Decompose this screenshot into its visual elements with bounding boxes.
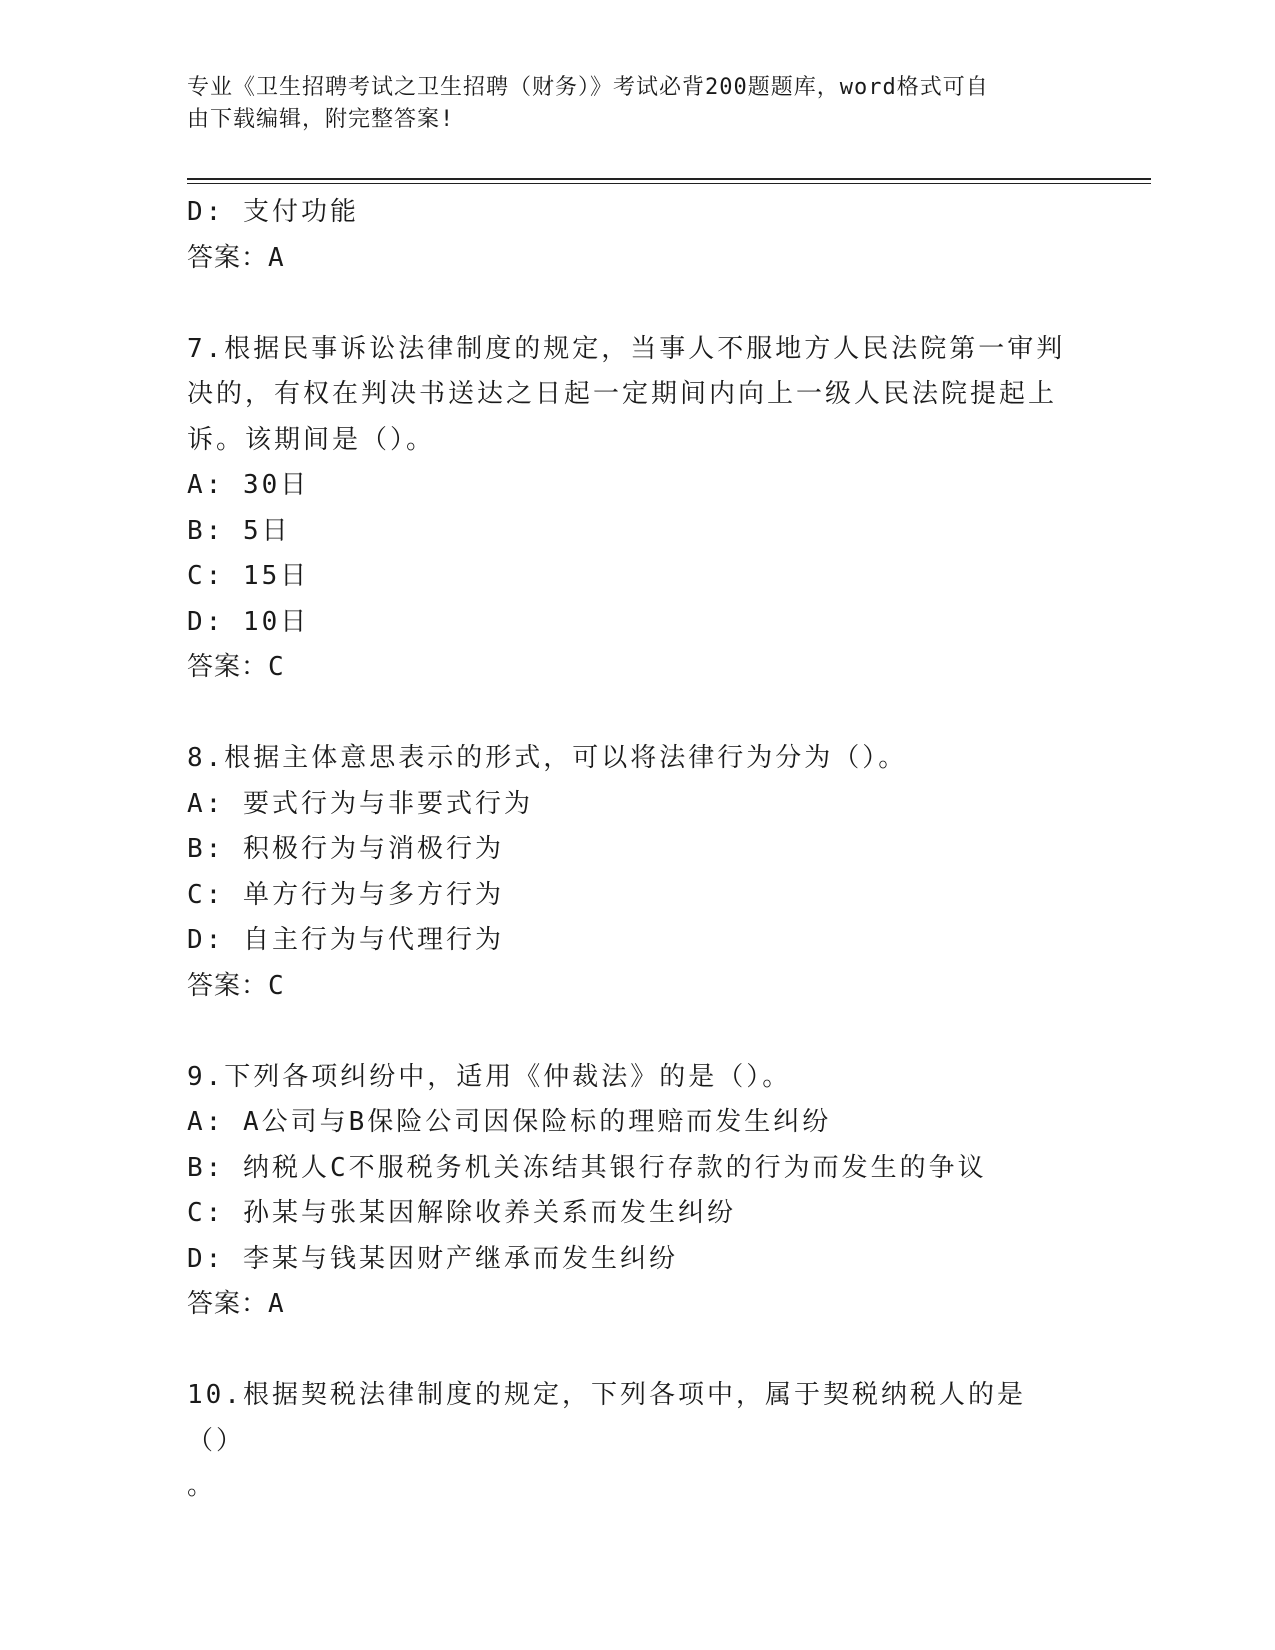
- question-10-text-line-1: 10.根据契税法律制度的规定，下列各项中，属于契税纳税人的是（）: [187, 1380, 1026, 1456]
- spacer: [187, 1328, 1067, 1374]
- question-list: [187, 190, 1067, 1510]
- question-9-text-line-1: 9.下列各项纠纷中，适用《仲裁法》的是（）。: [187, 1061, 792, 1092]
- question-9-option-b: B: 纳税人C不服税务机关冻结其银行存款的行为而发生的争议: [187, 1152, 987, 1183]
- question-7-text-line-2: 决的，有权在判决书送达之日起一定期间内向上一级人民法院提起上: [187, 379, 1058, 409]
- question-7-text-line-3: 诉。该期间是（）。: [187, 424, 436, 455]
- spacer: [187, 691, 1067, 737]
- question-7-answer: 答案：C: [187, 652, 285, 682]
- question-8-option-d: D: 自主行为与代理行为: [187, 925, 504, 955]
- question-7: [187, 327, 1067, 691]
- question-7-option-b: B: 5日: [187, 515, 291, 546]
- question-9-option-a: A: A公司与B保险公司因保险标的理赔而发生纠纷: [187, 1107, 832, 1137]
- header-divider: [187, 178, 1151, 180]
- question-10: [187, 1373, 1067, 1510]
- question-7-text-line-1: 7.根据民事诉讼法律制度的规定，当事人不服地方人民法院第一审判: [187, 333, 1066, 364]
- question-8-option-b: B: 积极行为与消极行为: [187, 834, 504, 864]
- page-header: [187, 72, 1067, 136]
- spacer: [187, 281, 1067, 327]
- question-9: [187, 1055, 1067, 1328]
- question-10-text-line-2: 。: [187, 1471, 217, 1501]
- question-8: [187, 736, 1067, 1009]
- question-7-option-a: A: 30日: [187, 470, 310, 500]
- question-7-option-d: D: 10日: [187, 606, 310, 637]
- question-9-option-d: D: 李某与钱某因财产继承而发生纠纷: [187, 1243, 678, 1274]
- header-line-2: 由下载编辑，附完整答案!: [187, 107, 455, 132]
- prev-option-d: D: 支付功能: [187, 197, 359, 227]
- question-7-option-c: C: 15日: [187, 561, 310, 591]
- header-divider-thin: [187, 183, 1151, 184]
- prev-answer: 答案：A: [187, 242, 285, 273]
- question-9-option-c: C: 孙某与张某因解除收养关系而发生纠纷: [187, 1198, 736, 1228]
- question-8-text-line-1: 8.根据主体意思表示的形式，可以将法律行为分为（）。: [187, 743, 908, 773]
- question-8-option-c: C: 单方行为与多方行为: [187, 879, 504, 910]
- question-9-answer: 答案：A: [187, 1289, 285, 1319]
- question-8-option-a: A: 要式行为与非要式行为: [187, 788, 533, 819]
- spacer: [187, 1009, 1067, 1055]
- header-line-1: 专业《卫生招聘考试之卫生招聘（财务）》考试必背200题题库，word格式可自: [187, 75, 989, 100]
- question-8-answer: 答案：C: [187, 970, 285, 1001]
